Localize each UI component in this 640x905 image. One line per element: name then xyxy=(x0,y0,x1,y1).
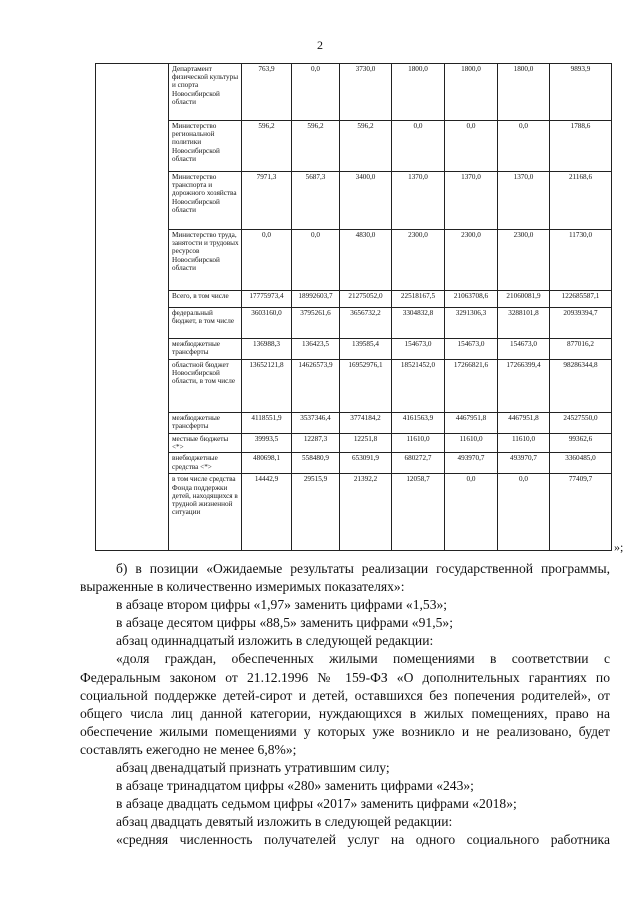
value-cell: 3656732,2 xyxy=(340,308,392,339)
value-cell: 98286344,8 xyxy=(550,360,612,413)
value-cell: 3291306,3 xyxy=(445,308,498,339)
value-cell: 1788,6 xyxy=(550,121,612,172)
value-cell: 0,0 xyxy=(292,230,340,291)
paragraph-10: в абзаце десятом цифры «88,5» заменить цифрами «91,5»; xyxy=(116,615,453,631)
paragraph-29-quote: «средняя численность получателей услуг на одного социального работника xyxy=(116,832,610,848)
value-cell: 11610,0 xyxy=(498,434,550,453)
value-cell: 14626573,9 xyxy=(292,360,340,413)
value-cell: 11610,0 xyxy=(392,434,445,453)
paragraph-11-intro: абзац одиннадцатый изложить в следующей редакции: xyxy=(116,633,434,649)
row-label: Министерство транспорта и дорожного хозяйства Новосибирской области xyxy=(169,172,242,230)
value-cell: 2300,0 xyxy=(392,230,445,291)
blank-cell xyxy=(96,172,169,230)
page-number: 2 xyxy=(317,38,323,52)
value-cell: 77409,7 xyxy=(550,474,612,551)
value-cell: 21063708,6 xyxy=(445,291,498,308)
value-cell: 21275052,0 xyxy=(340,291,392,308)
value-cell: 493970,7 xyxy=(445,453,498,474)
value-cell: 4467951,8 xyxy=(498,413,550,434)
row-label: межбюджетные трансферты xyxy=(169,413,242,434)
value-cell: 0,0 xyxy=(445,121,498,172)
table-row xyxy=(96,64,612,121)
paragraph-12: абзац двенадцатый признать утратившим силу; xyxy=(116,760,390,776)
value-cell: 1370,0 xyxy=(445,172,498,230)
value-cell: 480698,1 xyxy=(242,453,292,474)
value-cell: 136423,5 xyxy=(292,339,340,360)
value-cell: 22518167,5 xyxy=(392,291,445,308)
value-cell: 0,0 xyxy=(292,64,340,121)
row-label: местные бюджеты <*> xyxy=(169,434,242,453)
value-cell: 3795261,6 xyxy=(292,308,340,339)
paragraph-29-intro: абзац двадцать девятый изложить в следующей редакции: xyxy=(116,814,453,830)
blank-cell xyxy=(96,121,169,172)
paragraph-27: в абзаце двадцать седьмом цифры «2017» заменить цифрами «2018»; xyxy=(116,796,517,812)
value-cell: 5687,3 xyxy=(292,172,340,230)
table-row xyxy=(96,360,612,413)
table-row xyxy=(96,230,612,291)
value-cell: 29515,9 xyxy=(292,474,340,551)
value-cell: 12287,3 xyxy=(292,434,340,453)
value-cell: 3603160,0 xyxy=(242,308,292,339)
value-cell: 7971,3 xyxy=(242,172,292,230)
blank-cell xyxy=(96,360,169,413)
value-cell: 877016,2 xyxy=(550,339,612,360)
row-label: в том числе средства Фонда поддержки детей, находящихся в трудной жизненной ситуации xyxy=(169,474,242,551)
value-cell: 136988,3 xyxy=(242,339,292,360)
table-row xyxy=(96,474,612,551)
value-cell: 12251,8 xyxy=(340,434,392,453)
value-cell: 13652121,8 xyxy=(242,360,292,413)
value-cell: 99362,6 xyxy=(550,434,612,453)
value-cell: 3400,0 xyxy=(340,172,392,230)
table-row xyxy=(96,453,612,474)
value-cell: 3288101,8 xyxy=(498,308,550,339)
value-cell: 154673,0 xyxy=(392,339,445,360)
row-label: Министерство труда, занятости и трудовых ресурсов Новосибирской области xyxy=(169,230,242,291)
value-cell: 4467951,8 xyxy=(445,413,498,434)
value-cell: 14442,9 xyxy=(242,474,292,551)
amendment-text xyxy=(80,560,610,850)
value-cell: 39993,5 xyxy=(242,434,292,453)
value-cell: 1800,0 xyxy=(498,64,550,121)
blank-cell xyxy=(96,64,169,121)
value-cell: 0,0 xyxy=(392,121,445,172)
value-cell: 1370,0 xyxy=(498,172,550,230)
value-cell: 17266399,4 xyxy=(498,360,550,413)
value-cell: 2300,0 xyxy=(445,230,498,291)
value-cell: 9893,9 xyxy=(550,64,612,121)
value-cell: 24527550,0 xyxy=(550,413,612,434)
value-cell: 11610,0 xyxy=(445,434,498,453)
value-cell: 21392,2 xyxy=(340,474,392,551)
value-cell: 21168,6 xyxy=(550,172,612,230)
paragraph-11-quote: «доля граждан, обеспеченных жилыми помещениями в соответствии с Федеральным законом от 21.12.1996 № 159-ФЗ «О дополнительных гарантиях по социальной поддержке детей-сирот и детей, оставшихся без попечения родителей», от общего числа лиц данной категории, нуждающихся в жилых помещениях, право на обеспечение жилыми помещениями у которых уже возникло и не реализовано, будет составлять ежегодно не менее 6,8%»; xyxy=(80,651,610,757)
blank-cell xyxy=(96,474,169,551)
row-label: Департамент физической культуры и спорта Новосибирской области xyxy=(169,64,242,121)
value-cell: 0,0 xyxy=(498,474,550,551)
row-label: областной бюджет Новосибирской области, в том числе xyxy=(169,360,242,413)
value-cell: 0,0 xyxy=(242,230,292,291)
value-cell: 12058,7 xyxy=(392,474,445,551)
value-cell: 653091,9 xyxy=(340,453,392,474)
table-row xyxy=(96,434,612,453)
value-cell: 596,2 xyxy=(242,121,292,172)
value-cell: 4830,0 xyxy=(340,230,392,291)
value-cell: 17775973,4 xyxy=(242,291,292,308)
value-cell: 763,9 xyxy=(242,64,292,121)
row-label: межбюджетные трансферты xyxy=(169,339,242,360)
value-cell: 1370,0 xyxy=(392,172,445,230)
table-row xyxy=(96,172,612,230)
value-cell: 3537346,4 xyxy=(292,413,340,434)
table-row xyxy=(96,291,612,308)
value-cell: 4161563,9 xyxy=(392,413,445,434)
value-cell: 3774184,2 xyxy=(340,413,392,434)
value-cell: 154673,0 xyxy=(445,339,498,360)
value-cell: 0,0 xyxy=(498,121,550,172)
value-cell: 122685587,1 xyxy=(550,291,612,308)
row-label: Министерство региональной политики Новосибирской области xyxy=(169,121,242,172)
row-label: внебюджетные средства <*> xyxy=(169,453,242,474)
value-cell: 596,2 xyxy=(292,121,340,172)
blank-cell xyxy=(96,339,169,360)
blank-cell xyxy=(96,291,169,308)
row-label: Всего, в том числе xyxy=(169,291,242,308)
value-cell: 16952976,1 xyxy=(340,360,392,413)
value-cell: 596,2 xyxy=(340,121,392,172)
value-cell: 17266821,6 xyxy=(445,360,498,413)
blank-cell xyxy=(96,230,169,291)
value-cell: 3730,0 xyxy=(340,64,392,121)
budget-table xyxy=(95,63,612,551)
value-cell: 154673,0 xyxy=(498,339,550,360)
value-cell: 1800,0 xyxy=(392,64,445,121)
value-cell: 139585,4 xyxy=(340,339,392,360)
value-cell: 11730,0 xyxy=(550,230,612,291)
value-cell: 20939394,7 xyxy=(550,308,612,339)
table-row xyxy=(96,308,612,339)
table-row xyxy=(96,339,612,360)
value-cell: 680272,7 xyxy=(392,453,445,474)
value-cell: 2300,0 xyxy=(498,230,550,291)
value-cell: 18521452,0 xyxy=(392,360,445,413)
value-cell: 21060081,9 xyxy=(498,291,550,308)
blank-cell xyxy=(96,453,169,474)
paragraph-b: б) в позиции «Ожидаемые результаты реализации государственной программы, выраженные в количественно измеримых показателях»: xyxy=(80,561,610,595)
value-cell: 3304832,8 xyxy=(392,308,445,339)
table-closing-quote: »; xyxy=(614,540,624,554)
value-cell: 0,0 xyxy=(445,474,498,551)
value-cell: 4118551,9 xyxy=(242,413,292,434)
paragraph-2: в абзаце втором цифры «1,97» заменить цифрами «1,53»; xyxy=(116,597,448,613)
value-cell: 3360485,0 xyxy=(550,453,612,474)
table-row xyxy=(96,121,612,172)
blank-cell xyxy=(96,308,169,339)
row-label: федеральный бюджет, в том числе xyxy=(169,308,242,339)
table-row xyxy=(96,413,612,434)
blank-cell xyxy=(96,413,169,434)
value-cell: 1800,0 xyxy=(445,64,498,121)
value-cell: 493970,7 xyxy=(498,453,550,474)
value-cell: 558480,9 xyxy=(292,453,340,474)
value-cell: 18992603,7 xyxy=(292,291,340,308)
blank-cell xyxy=(96,434,169,453)
paragraph-13: в абзаце тринадцатом цифры «280» заменить цифрами «243»; xyxy=(116,778,474,794)
